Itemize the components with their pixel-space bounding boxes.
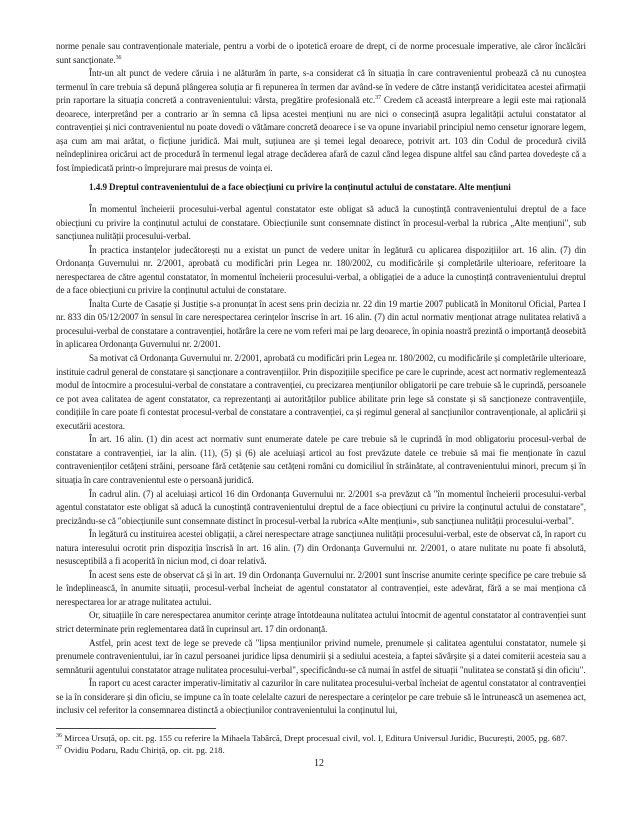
footnote <box>56 744 586 756</box>
document-body <box>56 40 586 718</box>
footnote-text: Mircea Ursuță, op. cit. pg. 155 cu referire la Mihaela Tabârcă, Drept procesual civil, vol. I, Editura Universul Juridic, București, 2005, pg. 687. <box>62 733 568 743</box>
section-heading: 1.4.9 Dreptul contravenientului de a face obiecțiuni cu privire la conținutul actului de constatare. Alte mențiuni <box>89 182 511 193</box>
paragraph: În legătură cu instituirea acestei obligații, a cărei nerespectare atrage sancțiunea nulității procesului-verbal, este de observat că, în raport cu natura interesului ocrotit prin dispoziția înscrisă în art. 16 alin. (7) din Ordonanța Guvernului nr. 2/2001, o atare nulitate nu poate fi absolută, nesusceptibilă a fi acoperită în niciun mod, ci doar relativă. <box>56 529 586 567</box>
paragraph-text: norme penale sau contravenționale materiale, pentru a vorbi de o ipotetică eroare de drept, ci de norme procesuale imperative, ale căror încălcări sunt sancționate. <box>56 41 586 65</box>
paragraph <box>56 67 586 175</box>
page-number: 12 <box>314 758 324 769</box>
footnote-ref: 37 <box>375 95 382 102</box>
footnotes <box>56 732 586 756</box>
paragraph-text: Într-un alt punct de vedere căruia i ne alăturăm în parte, s-a considerat că în situația în care contravenientul probează că nu cunoștea termenul în care trebuia să depună plângerea soluția ar fi repunerea în termen dar având-se în vedere de către instanță veridicitatea acestei afirmații prin raportare la situația concretă a contravenientului: vârsta, pregătire profesională etc. <box>56 68 586 106</box>
paragraph: În practica instanțelor judecătorești nu a existat un punct de vedere unitar în legătură cu aplicarea dispozițiilor art. 16 alin. (7) din Ordonanța Guvernului nr. 2/2001, aprobată cu modificări prin Legea nr. 180/2002, cu modificările și completările ulterioare, referitoare la nerespectarea de către agentul constatator, în momentul încheierii procesului-verbal, a obligației de a aduce la cunoștință contravenientului dreptul de a face obiecțiuni cu privire la conținutul actului de constatare. <box>56 244 586 296</box>
paragraph: În acest sens este de observat că și în art. 19 din Ordonanța Guvernului nr. 2/2001 sunt înscrise anumite cerințe specifice pe care trebuie să le îndeplinească, în anumite situații, procesul-verbal încheiat de agentul constatator al contravenției, este adevărat, fără a se mai menționa că nerespectarea lor ar atrage nulitatea actului. <box>56 569 586 607</box>
paragraph: Astfel, prin acest text de lege se prevede că "lipsa mențiunilor privind numele, prenumele și calitatea agentului constatator, numele și prenumele contravenientului, iar în cazul persoanei juridice lipsa denumirii și a sediului acesteia, a faptei săvârșite și a datei comiterii acesteia sau a semnăturii agentului constatator atrage nulitatea procesului-verbal", specificându-se că numai în astfel de situații "nulitatea se constată și din oficiu". <box>56 637 586 675</box>
paragraph <box>56 40 586 67</box>
footnote-ref: 36 <box>115 54 122 61</box>
paragraph: În art. 16 alin. (1) din acest act normativ sunt enumerate datele pe care trebuie să le cuprindă în mod obligatoriu procesul-verbal de constatare a contravenției, iar la alin. (11), (5) și (6) ale aceluiași articol au fost prevăzute datele ce trebuie să mai fie menționate în cazul contravenienților cetățeni străini, persoane fără cetățenie sau cetățeni români cu domiciliul în străinătate, al contravenientului minori, precum și în situația în care contravenientul este o persoană juridică. <box>56 434 586 485</box>
paragraph: Or, situațiile în care nerespectarea anumitor cerințe atrage întotdeauna nulitatea actului întocmit de agentul constatator al contravenției sunt strict determinate prin reglementarea dată în cuprinsul art. 17 din ordonanță. <box>56 610 586 634</box>
paragraph-text: Credem că această interpreare a legii este mai rațională deoarece, interpretând per a contrario ar în semna că lipsa acestei mențiuni nu are nici o consecință asupra legalității actului constatator al contravenției și nici contravenientul nu poate dovedi o vătămare concretă deoarece i se va opune invariabil principiul nemo censetur ignorare legem, așa cum am mai arătat, o ficțiune juridică. Mai mult, suțiunea are și temei legal deoarece, potrivit art. 103 din Codul de procedură civilă neîndeplinirea oricărui act de procedură în termenul legal atrage decăderea afară de cazul când legea dispune altfel sau când partea dovedește că a fost împiedicată printr-o împrejurare mai presus de voința ei. <box>56 95 586 173</box>
paragraph: Sa motivat că Ordonanța Guvernului nr. 2/2001, aprobată cu modificări prin Legea nr. 180/2002, cu modificările și completările ulterioare, instituie cadrul general de constatare și sancționare a contravențiilor. Prin dispozițiile specifice pe care le cuprinde, acest act normativ reglementează modul de întocmire a procesului-verbal de constatare a contravenției, cu precizarea mențiunilor obligatorii pe care trebuie să le cuprindă, persoanele ce pot avea calitatea de agent constatator, ca reprezentanți ai autorităților publice abilitate prin lege să constate și să sancționeze contravențiile, condițiile în care poate fi contestat procesul-verbal de constatare a contravenției, ca și regimul general al sancțiunilor contravenționale, al aplicării și executării acestora. <box>56 353 586 431</box>
paragraph: În cadrul alin. (7) al aceluiași articol 16 din Ordonanța Guvernului nr. 2/2001 s-a prevăzut că "în momentul încheierii procesului-verbal agentul constatator este obligat să aducă la cunoștință contravenientului dreptul de a face obiecțiuni cu privire la conținutul actului de constatare", precizându-se că "obiecțiunile sunt consemnate distinct în procesul-verbal la rubrica «Alte mențiuni», sub sancțiunea nulității procesului-verbal". <box>56 488 586 526</box>
paragraph: În momentul încheierii procesului-verbal agentul constatator este obligat să aducă la cunoștință contravenientului dreptul de a face obiecțiuni cu privire la conținutul actului de constatare. Obiecțiunile sunt consemnate distinct în procesul-verbal la rubrica „Alte mențiuni", sub sancțiunea nulității procesului-verbal. <box>56 204 586 242</box>
footnote-mark: 37 <box>56 745 62 751</box>
footnote <box>56 732 586 744</box>
paragraph: Înalta Curte de Casație și Justiție s-a pronunțat în acest sens prin decizia nr. 22 din 19 martie 2007 publicată în Monitorul Oficial, Partea I nr. 833 din 05/12/2007 în sensul în care nerespectarea cerințelor înscrise în art. 16 alin. (7) din actul normativ menționat atrage nulitatea relativă a procesului-verbal de constatare a contravenției, hotărâre la cere ne vom referi mai pe larg deoarece, în opinia noastră prezintă o importanță deosebită în aplicarea Ordonanța Guvernului nr. 2/2001. <box>56 298 586 350</box>
footnote-mark: 36 <box>56 733 62 739</box>
footnote-text: Ovidiu Podaru, Radu Chiriță, op. cit. pg. 218. <box>62 745 225 755</box>
footnote-divider <box>56 728 216 729</box>
paragraph: În raport cu acest caracter imperativ-limitativ al cazurilor în care nulitatea procesului-verbal încheiat de agentul constatator al contravenției se ia în considerare și din oficiu, se impune ca în toate celelalte cazuri de nerespectare a cerințelor pe care trebuie să le întrunească un asemenea act, inclusiv cel referitor la consemnarea distinctă a obiecțiunilor contravenientului la conținutul lui, <box>56 678 586 716</box>
